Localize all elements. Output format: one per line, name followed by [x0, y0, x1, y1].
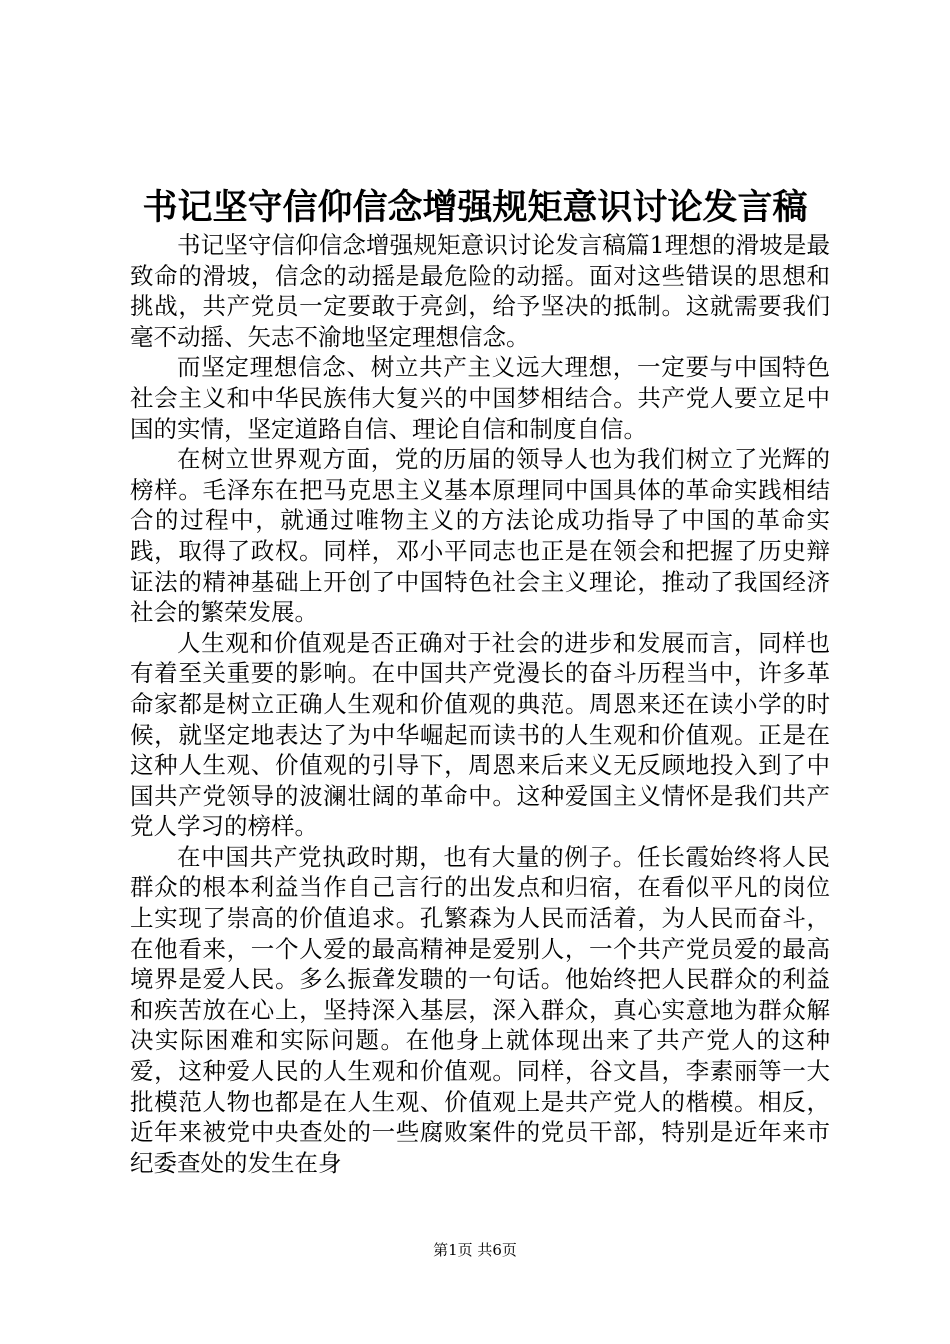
paragraph: 人生观和价值观是否正确对于社会的进步和发展而言，同样也有着至关重要的影响。在中国共产党漫长的奋斗历程当中，许多革命家都是树立正确人生观和价值观的典范。周恩来还在读小学的时候，就坚定地表达了为中华崛起而读书的人生观和价值观。正是在这种人生观、价值观的引导下，周恩来后来义无反顾地投入到了中国共产党领导的波澜壮阔的革命中。这种爱国主义情怀是我们共产党人学习的榜样。	[130, 628, 830, 841]
paragraph: 而坚定理想信念、树立共产主义远大理想，一定要与中国特色社会主义和中华民族伟大复兴的中国梦相结合。共产党人要立足中国的实情，坚定道路自信、理论自信和制度自信。	[130, 353, 830, 443]
document-title: 书记坚守信仰信念增强规矩意识讨论发言稿	[142, 187, 808, 228]
paragraph: 在中国共产党执政时期，也有大量的例子。任长霞始终将人民群众的根本利益当作自己言行的出发点和归宿，在看似平凡的岗位上实现了崇高的价值追求。孔繁森为人民而活着，为人民而奋斗，在他看来，一个人爱的最高精神是爱别人，一个共产党员爱的最高境界是爱人民。多么振聋发聩的一句话。他始终把人民群众的利益和疾苦放在心上，坚持深入基层，深入群众，真心实意地为群众解决实际困难和实际问题。在他身上就体现出来了共产党人的这种爱，这种爱人民的人生观和价值观。同样，谷文昌，李素丽等一大批模范人物也都是在人生观、价值观上是共产党人的楷模。相反，近年来被党中央查处的一些腐败案件的党员干部，特别是近年来市纪委查处的发生在身	[130, 842, 830, 1177]
page-number-footer: 第1页 共6页	[433, 1241, 517, 1259]
paragraph: 书记坚守信仰信念增强规矩意识讨论发言稿篇1理想的滑坡是最致命的滑坡，信念的动摇是最危险的动摇。面对这些错误的思想和挑战，共产党员一定要敢于亮剑，给予坚决的抵制。这就需要我们毫不动摇、矢志不渝地坚定理想信念。	[130, 231, 830, 351]
paragraph: 在树立世界观方面，党的历届的领导人也为我们树立了光辉的榜样。毛泽东在把马克思主义基本原理同中国具体的革命实践相结合的过程中，就通过唯物主义的方法论成功指导了中国的革命实践，取得了政权。同样，邓小平同志也正是在领会和把握了历史辩证法的精神基础上开创了中国特色社会主义理论，推动了我国经济社会的繁荣发展。	[130, 445, 830, 627]
document-body	[130, 230, 830, 1178]
